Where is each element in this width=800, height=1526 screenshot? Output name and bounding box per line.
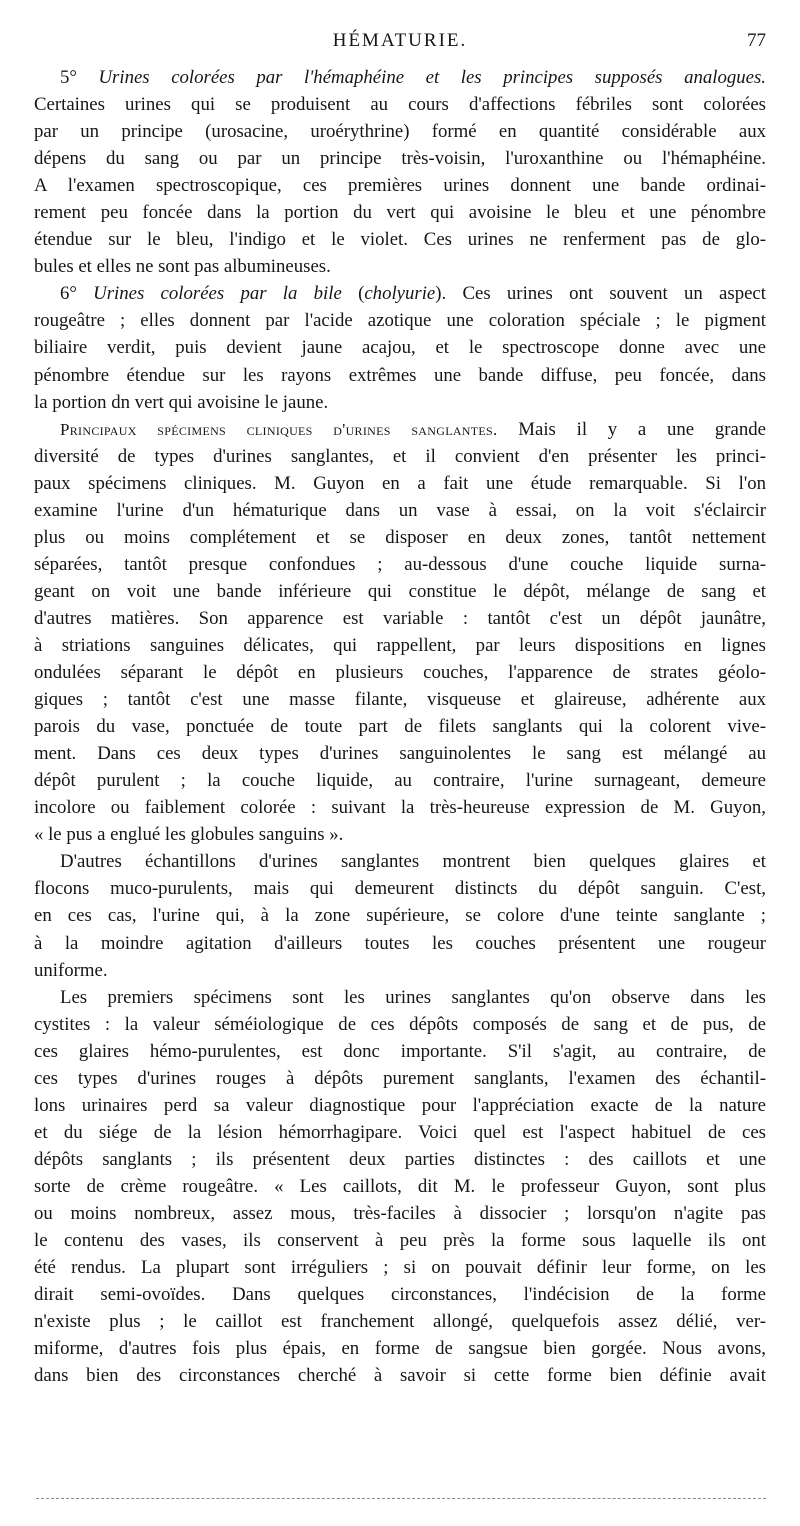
text-line [34, 1173, 766, 1200]
text-span: Certaines urines qui se produisent au cours d'affections fébriles sont colorées [34, 94, 766, 116]
text-line [34, 389, 766, 416]
text-line [34, 524, 766, 551]
text-span: séparées, tantôt presque confondues ; au-dessous d'une couche liquide surna- [34, 553, 766, 575]
text-span: dirait semi-ovoïdes. Dans quelques circonstances, l'indécision de la forme [34, 1284, 766, 1306]
text-span: sorte de crème rougeâtre. « Les caillots, dit M. le professeur Guyon, sont plus [34, 1175, 766, 1197]
text-span: ou moins nombreux, assez mous, très-faciles à dissocier ; lorsqu'on n'agite pas [34, 1202, 766, 1224]
text-span: dans bien des circonstances cherché à savoir si cette forme bien définie avait [34, 1365, 766, 1387]
text-span: diversité de types d'urines sanglantes, et il convient d'en présenter les princi- [34, 445, 766, 467]
text-line [34, 1335, 766, 1362]
text-span: à striations sanguines délicates, qui rappellent, par leurs dispositions en lignes [34, 634, 766, 656]
text-line [34, 875, 766, 902]
text-span: 6° [60, 283, 94, 305]
text-line [34, 91, 766, 118]
text-span: flocons muco-purulents, mais qui demeurent distincts du dépôt sanguin. C'est, [34, 878, 766, 900]
text-line [34, 930, 766, 957]
text-span: étendue sur le bleu, l'indigo et le violet. Ces urines ne renferment pas de glo- [34, 229, 766, 251]
text-line [34, 497, 766, 524]
text-span: été rendus. La plupart sont irréguliers ; si on pouvait définir leur forme, on les [34, 1257, 766, 1279]
text-line [34, 794, 766, 821]
text-line [34, 1281, 766, 1308]
text-line [34, 253, 766, 280]
text-span: lons urinaires perd sa valeur diagnostique pour l'appréciation exacte de la nature [34, 1094, 766, 1116]
text-span: rougeâtre ; elles donnent par l'acide azotique une coloration spéciale ; le pigment [34, 310, 766, 332]
italic-text: Urines colorées par la bile [93, 283, 342, 305]
text-line [34, 443, 766, 470]
text-span: biliaire verdit, puis devient jaune acajou, et le spectroscope donne avec une [34, 337, 766, 359]
text-line [34, 145, 766, 172]
italic-text: Urines colorées par l'hémaphéine et les principes supposés analogues. [98, 67, 766, 88]
text-span: ondulées séparant le dépôt en plusieurs couches, l'apparence de strates géolo- [34, 662, 766, 684]
text-line [34, 172, 766, 199]
text-span: A l'examen spectroscopique, ces premières urines donnent une bande ordinai- [34, 175, 766, 197]
text-span: la portion dn vert qui avoisine le jaune. [34, 391, 329, 413]
text-span: ces types d'urines rouges à dépôts purement sanglants, l'examen des échantil- [34, 1067, 766, 1089]
page [34, 30, 766, 1389]
text-line [34, 767, 766, 794]
text-line [34, 984, 766, 1011]
text-line [34, 1362, 766, 1389]
text-span: rement peu foncée dans la portion du vert qui avoisine le bleu et une pénombre [34, 202, 766, 224]
text-span: paux spécimens cliniques. M. Guyon en a fait une étude remarquable. Si l'on [34, 472, 766, 494]
text-span: ). Ces urines ont souvent un aspect [435, 283, 766, 305]
text-line [34, 1038, 766, 1065]
text-line [34, 1146, 766, 1173]
body-text [34, 64, 766, 1389]
text-line [34, 118, 766, 145]
text-span: « le pus a englué les globules sanguins ». [34, 824, 344, 846]
running-title: HÉMATURIE. [332, 30, 468, 51]
text-line [34, 470, 766, 497]
text-line [34, 740, 766, 767]
text-line [34, 1308, 766, 1335]
text-span: ment. Dans ces deux types d'urines sanguinolentes le sang est mélangé au [34, 743, 766, 765]
page-number: 77 [747, 30, 766, 51]
text-line [34, 362, 766, 389]
text-span: n'existe plus ; le caillot est franchement allongé, quelquefois assez délié, ver- [34, 1311, 766, 1333]
text-line [34, 848, 766, 875]
text-span: par un principe (urosacine, uroérythrine) formé en quantité considérable aux [34, 121, 766, 143]
text-line [34, 1065, 766, 1092]
text-span: bules et elles ne sont pas albumineuses. [34, 256, 331, 278]
text-line [34, 226, 766, 253]
text-line [34, 1092, 766, 1119]
text-span: pénombre étendue sur les rayons extrêmes une bande diffuse, peu foncée, dans [34, 364, 766, 386]
italic-text: cholyurie [364, 283, 436, 305]
text-span: parois du vase, ponctuée de toute part de filets sanglants qui la colorent vive- [34, 716, 766, 738]
text-line [34, 578, 766, 605]
text-span: et du siége de la lésion hémorrhagipare. Voici quel est l'aspect habituel de ces [34, 1121, 766, 1143]
text-line [34, 199, 766, 226]
text-span: 5° [60, 67, 99, 88]
text-line [34, 416, 766, 443]
text-line [34, 64, 766, 91]
text-line [34, 1227, 766, 1254]
text-line [34, 1254, 766, 1281]
text-span: dépens du sang ou par un principe très-voisin, l'uroxanthine ou l'hémaphéine. [34, 148, 766, 170]
text-span: ces glaires hémo-purulentes, est donc importante. S'il s'agit, au contraire, de [34, 1040, 766, 1062]
text-span: ( [341, 283, 365, 305]
text-span: Les premiers spécimens sont les urines sanglantes qu'on observe dans les [60, 986, 766, 1008]
section-heading: Principaux spécimens cliniques d'urines sanglantes. [60, 419, 498, 439]
text-span: Mais il y a une grande [497, 418, 766, 440]
text-span: cystites : la valeur séméiologique de ces dépôts composés de sang et de pus, de [34, 1013, 766, 1035]
text-line [34, 902, 766, 929]
text-line [34, 713, 766, 740]
text-line [34, 659, 766, 686]
text-line [34, 1119, 766, 1146]
text-span: giques ; tantôt c'est une masse filante, visqueuse et glaireuse, adhérente aux [34, 689, 766, 711]
text-span: en ces cas, l'urine qui, à la zone supérieure, se colore d'une teinte sanglante ; [34, 905, 766, 927]
text-span: miforme, d'autres fois plus épais, en forme de sangsue bien gorgée. Nous avons, [34, 1338, 766, 1360]
text-span: uniforme. [34, 959, 108, 981]
text-span: à la moindre agitation d'ailleurs toutes les couches présentent une rougeur [34, 932, 766, 954]
text-line [34, 632, 766, 659]
text-span: geant on voit une bande inférieure qui constitue le dépôt, mélange de sang et [34, 580, 766, 602]
text-line [34, 605, 766, 632]
text-span: D'autres échantillons d'urines sanglantes montrent bien quelques glaires et [60, 851, 766, 873]
text-line [34, 334, 766, 361]
text-span: dépôt purulent ; la couche liquide, au contraire, l'urine surnageant, demeure [34, 770, 766, 792]
text-line [34, 1200, 766, 1227]
text-line [34, 551, 766, 578]
text-span: incolore ou faiblement colorée : suivant la très-heureuse expression de M. Guyon, [34, 797, 766, 819]
text-line [34, 307, 766, 334]
bottom-rule [36, 1498, 766, 1499]
text-line [34, 1011, 766, 1038]
text-span: le contenu des vases, ils conservent à peu près la forme sous laquelle ils ont [34, 1230, 766, 1252]
running-header [34, 30, 766, 64]
text-span: dépôts sanglants ; ils présentent deux parties distinctes : des caillots et une [34, 1148, 766, 1170]
text-line [34, 957, 766, 984]
text-span: examine l'urine d'un hématurique dans un vase à essai, on la voit s'éclaircir [34, 499, 766, 521]
text-line [34, 280, 766, 307]
text-line [34, 821, 766, 848]
text-line [34, 686, 766, 713]
text-span: plus ou moins complétement et se disposer en deux zones, tantôt nettement [34, 526, 766, 548]
text-span: d'autres matières. Son apparence est variable : tantôt c'est un dépôt jaunâtre, [34, 607, 766, 629]
